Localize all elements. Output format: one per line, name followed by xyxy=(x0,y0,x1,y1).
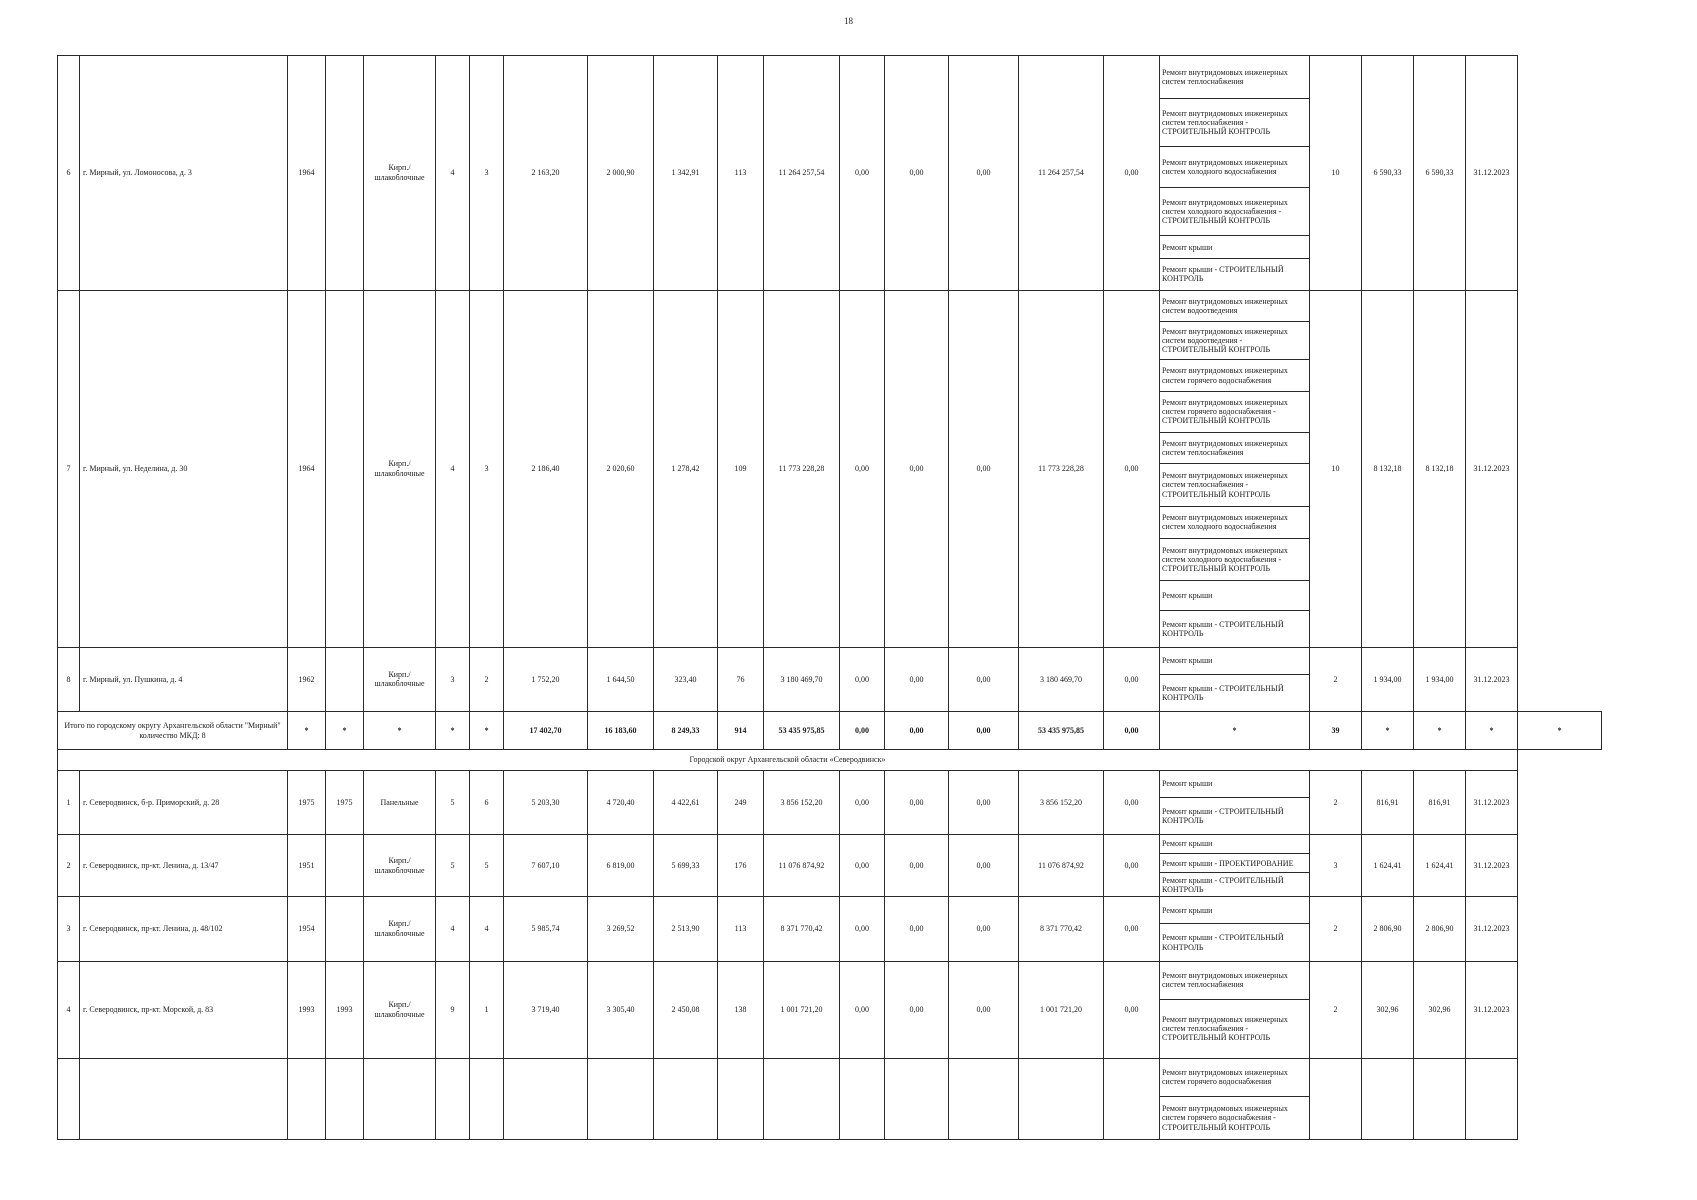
area-private-cell: 1 278,42 xyxy=(654,290,718,647)
year-built-cell: 1964 xyxy=(288,56,326,291)
area-total-cell: 7 607,10 xyxy=(504,834,588,896)
table-row xyxy=(58,961,1602,999)
entrances-cell: 5 xyxy=(470,834,504,896)
residents-cell: 113 xyxy=(718,56,764,291)
entrances-cell: 2 xyxy=(470,647,504,711)
entrances-cell: 3 xyxy=(470,290,504,647)
empty-cell xyxy=(288,1058,326,1139)
cost-total-cell: 3 856 152,20 xyxy=(764,770,840,834)
unit-cost-cell: 816,91 xyxy=(1362,770,1414,834)
area-private-cell: 1 342,91 xyxy=(654,56,718,291)
area-private-cell: 5 699,33 xyxy=(654,834,718,896)
fund-owners-cell: 1 001 721,20 xyxy=(1019,961,1104,1058)
empty-cell xyxy=(885,1058,949,1139)
entrances-cell: 4 xyxy=(470,897,504,961)
address-cell: г. Северодвинск, пр-кт. Ленина, д. 13/47 xyxy=(80,834,288,896)
total-works-count-cell: 39 xyxy=(1310,712,1362,750)
fund-other-cell: 0,00 xyxy=(1104,647,1160,711)
residents-cell: 109 xyxy=(718,290,764,647)
work-type-cell: Ремонт крыши xyxy=(1160,236,1310,259)
floors-cell: 4 xyxy=(436,290,470,647)
address-cell: г. Мирный, ул. Неделина, д. 30 xyxy=(80,290,288,647)
section-title: Городской округ Архангельской области «Северодвинск» xyxy=(58,750,1518,770)
fund-other-cell: 0,00 xyxy=(1104,770,1160,834)
unit-cost-cell: 6 590,33 xyxy=(1362,56,1414,291)
year-built-cell: 1993 xyxy=(288,961,326,1058)
empty-cell xyxy=(436,1058,470,1139)
work-type-cell: Ремонт крыши xyxy=(1160,647,1310,674)
total-fund-other-cell: 0,00 xyxy=(1104,712,1160,750)
year-reconstruction-cell: 1993 xyxy=(326,961,364,1058)
residents-cell: 249 xyxy=(718,770,764,834)
fund-local-cell: 0,00 xyxy=(949,834,1019,896)
entrances-cell: 6 xyxy=(470,770,504,834)
works-count-cell: 2 xyxy=(1310,770,1362,834)
work-type-cell: Ремонт внутридомовых инженерных систем холодного водоснабжения xyxy=(1160,147,1310,188)
empty-cell xyxy=(1414,1058,1466,1139)
table-row xyxy=(58,897,1602,924)
dash-cell: * xyxy=(288,712,326,750)
dash-cell: * xyxy=(1414,712,1466,750)
unit-cost-cell: 2 806,90 xyxy=(1362,897,1414,961)
total-residents-cell: 914 xyxy=(718,712,764,750)
table-row xyxy=(58,290,1602,322)
wall-material-cell: Кирп./ шлакоблочные xyxy=(364,56,436,291)
fund-regional-cell: 0,00 xyxy=(885,290,949,647)
fund-owners-cell: 11 773 228,28 xyxy=(1019,290,1104,647)
works-count-cell: 2 xyxy=(1310,897,1362,961)
year-built-cell: 1964 xyxy=(288,290,326,647)
work-type-cell: Ремонт внутридомовых инженерных систем горячего водоснабжения xyxy=(1160,360,1310,392)
empty-cell xyxy=(764,1058,840,1139)
unit-cost-cell: 1 624,41 xyxy=(1362,834,1414,896)
area-total-cell: 3 719,40 xyxy=(504,961,588,1058)
empty-cell xyxy=(364,1058,436,1139)
empty-cell xyxy=(58,1058,80,1139)
year-built-cell: 1954 xyxy=(288,897,326,961)
total-fund-regional-cell: 0,00 xyxy=(885,712,949,750)
work-type-cell: Ремонт внутридомовых инженерных систем горячего водоснабжения xyxy=(1160,1058,1310,1096)
dash-cell: * xyxy=(1518,712,1602,750)
row-number: 8 xyxy=(58,647,80,711)
unit-cost-cell: 8 132,18 xyxy=(1362,290,1414,647)
works-count-cell: 3 xyxy=(1310,834,1362,896)
total-fund-owners-cell: 53 435 975,85 xyxy=(1019,712,1104,750)
cost-total-cell: 1 001 721,20 xyxy=(764,961,840,1058)
deadline-cell: 31.12.2023 xyxy=(1466,56,1518,291)
deadline-cell: 31.12.2023 xyxy=(1466,961,1518,1058)
row-number: 7 xyxy=(58,290,80,647)
area-living-cell: 1 644,50 xyxy=(588,647,654,711)
fund-owners-cell: 11 076 874,92 xyxy=(1019,834,1104,896)
dash-cell: * xyxy=(470,712,504,750)
fund-other-cell: 0,00 xyxy=(1104,961,1160,1058)
work-type-cell: Ремонт внутридомовых инженерных систем водоотведения - СТРОИТЕЛЬНЫЙ КОНТРОЛЬ xyxy=(1160,322,1310,360)
fund-local-cell: 0,00 xyxy=(949,961,1019,1058)
empty-cell xyxy=(1104,1058,1160,1139)
empty-cell xyxy=(326,1058,364,1139)
floors-cell: 4 xyxy=(436,897,470,961)
work-type-cell: Ремонт крыши - СТРОИТЕЛЬНЫЙ КОНТРОЛЬ xyxy=(1160,797,1310,834)
empty-cell xyxy=(840,1058,885,1139)
deadline-cell: 31.12.2023 xyxy=(1466,897,1518,961)
unit-cost-limit-cell: 816,91 xyxy=(1414,770,1466,834)
fund-local-cell: 0,00 xyxy=(949,56,1019,291)
work-type-cell: Ремонт внутридомовых инженерных систем горячего водоснабжения - СТРОИТЕЛЬНЫЙ КОНТРОЛЬ xyxy=(1160,1096,1310,1139)
fund-local-cell: 0,00 xyxy=(949,770,1019,834)
area-living-cell: 3 269,52 xyxy=(588,897,654,961)
fund-regional-cell: 0,00 xyxy=(885,770,949,834)
work-type-cell: Ремонт внутридомовых инженерных систем холодного водоснабжения - СТРОИТЕЛЬНЫЙ КОНТРОЛЬ xyxy=(1160,187,1310,235)
wall-material-cell: Кирп./ шлакоблочные xyxy=(364,647,436,711)
empty-cell xyxy=(1310,1058,1362,1139)
area-living-cell: 6 819,00 xyxy=(588,834,654,896)
unit-cost-limit-cell: 1 934,00 xyxy=(1414,647,1466,711)
residents-cell: 176 xyxy=(718,834,764,896)
area-total-cell: 5 203,30 xyxy=(504,770,588,834)
area-living-cell: 2 020,60 xyxy=(588,290,654,647)
row-number: 1 xyxy=(58,770,80,834)
fund-federal-cell: 0,00 xyxy=(840,770,885,834)
cost-total-cell: 8 371 770,42 xyxy=(764,897,840,961)
wall-material-cell: Кирп./ шлакоблочные xyxy=(364,961,436,1058)
area-private-cell: 2 513,90 xyxy=(654,897,718,961)
empty-cell xyxy=(949,1058,1019,1139)
floors-cell: 3 xyxy=(436,647,470,711)
fund-federal-cell: 0,00 xyxy=(840,647,885,711)
area-total-cell: 2 163,20 xyxy=(504,56,588,291)
area-living-cell: 3 305,40 xyxy=(588,961,654,1058)
area-private-cell: 323,40 xyxy=(654,647,718,711)
cost-total-cell: 3 180 469,70 xyxy=(764,647,840,711)
work-type-cell: Ремонт внутридомовых инженерных систем теплоснабжения - СТРОИТЕЛЬНЫЙ КОНТРОЛЬ xyxy=(1160,98,1310,146)
work-type-cell: Ремонт внутридомовых инженерных систем водоотведения xyxy=(1160,290,1310,322)
area-total-cell: 2 186,40 xyxy=(504,290,588,647)
dash-cell: * xyxy=(364,712,436,750)
floors-cell: 5 xyxy=(436,770,470,834)
fund-federal-cell: 0,00 xyxy=(840,961,885,1058)
area-private-cell: 4 422,61 xyxy=(654,770,718,834)
floors-cell: 5 xyxy=(436,834,470,896)
year-built-cell: 1951 xyxy=(288,834,326,896)
year-built-cell: 1975 xyxy=(288,770,326,834)
unit-cost-cell: 302,96 xyxy=(1362,961,1414,1058)
table-row xyxy=(58,770,1602,797)
fund-owners-cell: 11 264 257,54 xyxy=(1019,56,1104,291)
floors-cell: 9 xyxy=(436,961,470,1058)
total-area-living-cell: 16 183,60 xyxy=(588,712,654,750)
year-reconstruction-cell xyxy=(326,56,364,291)
work-type-cell: Ремонт внутридомовых инженерных систем теплоснабжения - СТРОИТЕЛЬНЫЙ КОНТРОЛЬ xyxy=(1160,999,1310,1058)
row-number: 2 xyxy=(58,834,80,896)
work-type-cell: Ремонт крыши - СТРОИТЕЛЬНЫЙ КОНТРОЛЬ xyxy=(1160,258,1310,290)
total-cost-total-cell: 53 435 975,85 xyxy=(764,712,840,750)
fund-federal-cell: 0,00 xyxy=(840,56,885,291)
empty-cell xyxy=(470,1058,504,1139)
work-type-cell: Ремонт внутридомовых инженерных систем теплоснабжения xyxy=(1160,56,1310,99)
unit-cost-limit-cell: 6 590,33 xyxy=(1414,56,1466,291)
address-cell: г. Северодвинск, б-р. Приморский, д. 28 xyxy=(80,770,288,834)
wall-material-cell: Кирп./ шлакоблочные xyxy=(364,897,436,961)
residents-cell: 76 xyxy=(718,647,764,711)
cost-total-cell: 11 076 874,92 xyxy=(764,834,840,896)
works-count-cell: 10 xyxy=(1310,290,1362,647)
residents-cell: 113 xyxy=(718,897,764,961)
works-count-cell: 10 xyxy=(1310,56,1362,291)
year-reconstruction-cell xyxy=(326,834,364,896)
fund-other-cell: 0,00 xyxy=(1104,56,1160,291)
work-type-cell: Ремонт крыши - СТРОИТЕЛЬНЫЙ КОНТРОЛЬ xyxy=(1160,610,1310,647)
year-reconstruction-cell xyxy=(326,647,364,711)
empty-cell xyxy=(1362,1058,1414,1139)
dash-cell: * xyxy=(1466,712,1518,750)
section-row xyxy=(58,750,1602,770)
area-living-cell: 4 720,40 xyxy=(588,770,654,834)
work-type-cell: Ремонт внутридомовых инженерных систем теплоснабжения - СТРОИТЕЛЬНЫЙ КОНТРОЛЬ xyxy=(1160,464,1310,507)
year-reconstruction-cell xyxy=(326,290,364,647)
area-private-cell: 2 450,08 xyxy=(654,961,718,1058)
address-cell: г. Мирный, ул. Пушкина, д. 4 xyxy=(80,647,288,711)
total-row xyxy=(58,712,1602,750)
area-total-cell: 5 985,74 xyxy=(504,897,588,961)
work-type-cell: Ремонт крыши xyxy=(1160,897,1310,924)
fund-other-cell: 0,00 xyxy=(1104,897,1160,961)
empty-cell xyxy=(718,1058,764,1139)
wall-material-cell: Панельные xyxy=(364,770,436,834)
empty-cell xyxy=(1019,1058,1104,1139)
fund-federal-cell: 0,00 xyxy=(840,834,885,896)
table-row xyxy=(58,1058,1602,1096)
total-label: Итого по городскому округу Архангельской области "Мирный" количество МКД: 8 xyxy=(58,712,288,750)
fund-owners-cell: 8 371 770,42 xyxy=(1019,897,1104,961)
work-type-cell: Ремонт крыши xyxy=(1160,834,1310,853)
work-type-cell: Ремонт крыши - ПРОЕКТИРОВАНИЕ xyxy=(1160,854,1310,873)
area-total-cell: 1 752,20 xyxy=(504,647,588,711)
empty-cell xyxy=(654,1058,718,1139)
work-type-cell: Ремонт крыши - СТРОИТЕЛЬНЫЙ КОНТРОЛЬ xyxy=(1160,674,1310,711)
unit-cost-limit-cell: 2 806,90 xyxy=(1414,897,1466,961)
work-type-cell: Ремонт внутридомовых инженерных систем холодного водоснабжения - СТРОИТЕЛЬНЫЙ КОНТРОЛЬ xyxy=(1160,538,1310,581)
fund-other-cell: 0,00 xyxy=(1104,290,1160,647)
total-area-total-cell: 17 402,70 xyxy=(504,712,588,750)
overhaul-program-table xyxy=(57,55,1602,1140)
empty-cell xyxy=(1466,1058,1518,1139)
work-type-cell: Ремонт крыши - СТРОИТЕЛЬНЫЙ КОНТРОЛЬ xyxy=(1160,873,1310,897)
empty-cell xyxy=(504,1058,588,1139)
row-number: 3 xyxy=(58,897,80,961)
cost-total-cell: 11 264 257,54 xyxy=(764,56,840,291)
year-built-cell: 1962 xyxy=(288,647,326,711)
entrances-cell: 3 xyxy=(470,56,504,291)
wall-material-cell: Кирп./ шлакоблочные xyxy=(364,834,436,896)
dash-cell: * xyxy=(1160,712,1310,750)
fund-local-cell: 0,00 xyxy=(949,290,1019,647)
fund-federal-cell: 0,00 xyxy=(840,290,885,647)
unit-cost-limit-cell: 302,96 xyxy=(1414,961,1466,1058)
table-row xyxy=(58,647,1602,674)
page-number: 18 xyxy=(844,16,853,26)
unit-cost-limit-cell: 1 624,41 xyxy=(1414,834,1466,896)
entrances-cell: 1 xyxy=(470,961,504,1058)
fund-owners-cell: 3 856 152,20 xyxy=(1019,770,1104,834)
deadline-cell: 31.12.2023 xyxy=(1466,647,1518,711)
empty-cell xyxy=(588,1058,654,1139)
work-type-cell: Ремонт крыши xyxy=(1160,581,1310,610)
year-reconstruction-cell xyxy=(326,897,364,961)
work-type-cell: Ремонт внутридомовых инженерных систем горячего водоснабжения - СТРОИТЕЛЬНЫЙ КОНТРОЛЬ xyxy=(1160,391,1310,432)
deadline-cell: 31.12.2023 xyxy=(1466,770,1518,834)
fund-federal-cell: 0,00 xyxy=(840,897,885,961)
fund-regional-cell: 0,00 xyxy=(885,834,949,896)
dash-cell: * xyxy=(436,712,470,750)
fund-regional-cell: 0,00 xyxy=(885,961,949,1058)
table-row xyxy=(58,56,1602,99)
dash-cell: * xyxy=(1362,712,1414,750)
fund-regional-cell: 0,00 xyxy=(885,56,949,291)
wall-material-cell: Кирп./ шлакоблочные xyxy=(364,290,436,647)
cost-total-cell: 11 773 228,28 xyxy=(764,290,840,647)
works-count-cell: 2 xyxy=(1310,961,1362,1058)
fund-local-cell: 0,00 xyxy=(949,897,1019,961)
work-type-cell: Ремонт крыши - СТРОИТЕЛЬНЫЙ КОНТРОЛЬ xyxy=(1160,924,1310,961)
deadline-cell: 31.12.2023 xyxy=(1466,834,1518,896)
empty-cell xyxy=(80,1058,288,1139)
total-area-private-cell: 8 249,33 xyxy=(654,712,718,750)
deadline-cell: 31.12.2023 xyxy=(1466,290,1518,647)
address-cell: г. Северодвинск, пр-кт. Морской, д. 83 xyxy=(80,961,288,1058)
fund-other-cell: 0,00 xyxy=(1104,834,1160,896)
total-fund-federal-cell: 0,00 xyxy=(840,712,885,750)
fund-owners-cell: 3 180 469,70 xyxy=(1019,647,1104,711)
row-number: 4 xyxy=(58,961,80,1058)
address-cell: г. Северодвинск, пр-кт. Ленина, д. 48/102 xyxy=(80,897,288,961)
work-type-cell: Ремонт крыши xyxy=(1160,770,1310,797)
dash-cell: * xyxy=(326,712,364,750)
works-count-cell: 2 xyxy=(1310,647,1362,711)
unit-cost-cell: 1 934,00 xyxy=(1362,647,1414,711)
area-living-cell: 2 000,90 xyxy=(588,56,654,291)
fund-regional-cell: 0,00 xyxy=(885,647,949,711)
unit-cost-limit-cell: 8 132,18 xyxy=(1414,290,1466,647)
work-type-cell: Ремонт внутридомовых инженерных систем теплоснабжения xyxy=(1160,961,1310,999)
work-type-cell: Ремонт внутридомовых инженерных систем теплоснабжения xyxy=(1160,432,1310,464)
row-number: 6 xyxy=(58,56,80,291)
fund-regional-cell: 0,00 xyxy=(885,897,949,961)
fund-local-cell: 0,00 xyxy=(949,647,1019,711)
address-cell: г. Мирный, ул. Ломоносова, д. 3 xyxy=(80,56,288,291)
work-type-cell: Ремонт внутридомовых инженерных систем холодного водоснабжения xyxy=(1160,506,1310,538)
floors-cell: 4 xyxy=(436,56,470,291)
year-reconstruction-cell: 1975 xyxy=(326,770,364,834)
residents-cell: 138 xyxy=(718,961,764,1058)
total-fund-local-cell: 0,00 xyxy=(949,712,1019,750)
table-row xyxy=(58,834,1602,853)
